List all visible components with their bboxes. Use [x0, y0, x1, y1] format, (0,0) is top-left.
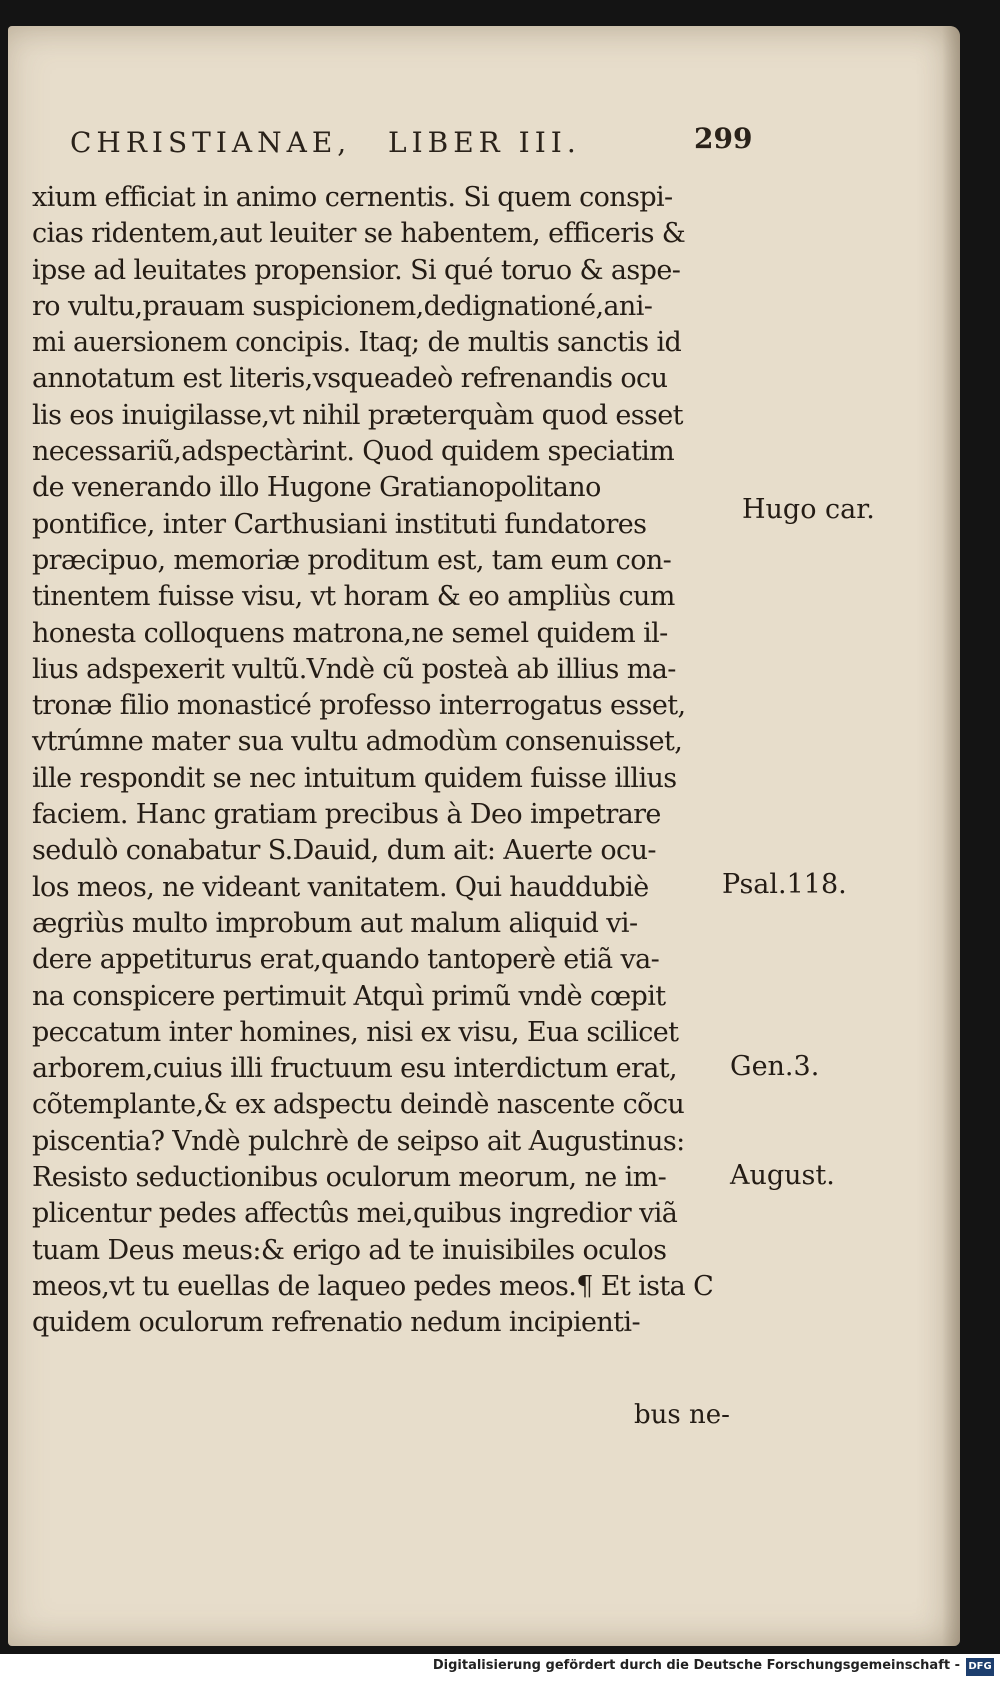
text-line: vtrúmne mater sua vultu admodùm consenuisset,: [32, 726, 683, 758]
text-line: lius adspexerit vultũ.Vndè cũ posteà ab illius ma-: [32, 653, 676, 685]
page-edge-shadow: [942, 26, 960, 1646]
margin-note-genesis: Gen.3.: [730, 1051, 820, 1082]
text-line: xium efficiat in animo cernentis. Si quem conspi-: [32, 182, 673, 213]
text-line: peccatum inter homines, nisi ex visu, Eua scilicet: [32, 1016, 679, 1048]
text-line: piscentia? Vndè pulchrè de seipso ait Augustinus:: [32, 1125, 685, 1157]
running-head: [70, 122, 770, 166]
dfg-logo: DFG: [966, 1658, 994, 1676]
text-line: ipse ad leuitates propensior. Si qué toruo & aspe-: [32, 254, 681, 286]
text-line: meos,vt tu euellas de laqueo pedes meos.¶ Et ista C: [32, 1270, 714, 1302]
funding-credit: Digitalisierung gefördert durch die Deutsche Forschungsgemeinschaft -: [432, 1658, 960, 1673]
text-line: faciem. Hanc gratiam precibus à Deo impetrare: [32, 799, 661, 831]
margin-note-augustine: August.: [730, 1160, 835, 1191]
text-line: arborem,cuius illi fructuum esu interdictum erat,: [32, 1053, 677, 1085]
text-line: cias ridentem,aut leuiter se habentem, efficeris &: [32, 218, 686, 250]
text-line: necessariũ,adspectàrint. Quod quidem speciatim: [32, 436, 675, 468]
text-line: mi auersionem concipis. Itaq; de multis sanctis id: [32, 327, 682, 359]
text-line: ægriùs multo improbum aut malum aliquid vi-: [32, 907, 638, 939]
text-line: præcipuo, memoriæ proditum est, tam eum con-: [32, 544, 672, 576]
text-line: tinentem fuisse visu, vt horam & eo ampliùs cum: [32, 581, 675, 613]
text-line: annotatum est literis,vsqueadeò refrenandis ocu: [32, 363, 668, 395]
text-line: honesta colloquens matrona,ne semel quidem il-: [32, 617, 668, 649]
margin-note-psalm: Psal.118.: [722, 869, 847, 900]
text-line: sedulò conabatur S.Dauid, dum ait: Auerte ocu-: [32, 835, 656, 867]
text-line: quidem oculorum refrenatio nedum incipienti-: [32, 1307, 640, 1339]
text-line: lis eos inuigilasse,vt nihil præterquàm quod esset: [32, 399, 683, 431]
text-line: ille respondit se nec intuitum quidem fuisse illius: [32, 762, 677, 794]
page-number: 299: [694, 122, 753, 155]
text-line: Resisto seductionibus oculorum meorum, ne im-: [32, 1162, 667, 1194]
main-text-block: [32, 180, 712, 1342]
text-line: ro vultu,prauam suspicionem,dedignationé,ani-: [32, 290, 653, 322]
text-line: plicentur pedes affectûs mei,quibus ingredior viã: [32, 1198, 678, 1230]
text-line: tuam Deus meus:& erigo ad te inuisibiles oculos: [32, 1234, 667, 1266]
text-line: pontifice, inter Carthusiani instituti fundatores: [32, 508, 647, 540]
text-line: tronæ filio monasticé professo interrogatus esset,: [32, 690, 686, 722]
text-line: dere appetiturus erat,quando tantoperè etiã va-: [32, 944, 660, 976]
footer-bar: [0, 1654, 1000, 1682]
running-head-title: CHRISTIANAE,: [70, 126, 352, 159]
text-line: na conspicere pertimuit Atquì primũ vndè cœpit: [32, 980, 666, 1012]
catchword: bus ne-: [634, 1400, 730, 1430]
running-head-book: LIBER III.: [388, 126, 581, 159]
text-line: los meos, ne videant vanitatem. Qui hauddubiè: [32, 871, 649, 903]
text-line: cõtemplante,& ex adspectu deindè nascente cõcu: [32, 1089, 685, 1121]
margin-note-hugo: Hugo car.: [742, 494, 875, 525]
text-line: de venerando illo Hugone Gratianopolitano: [32, 472, 601, 504]
